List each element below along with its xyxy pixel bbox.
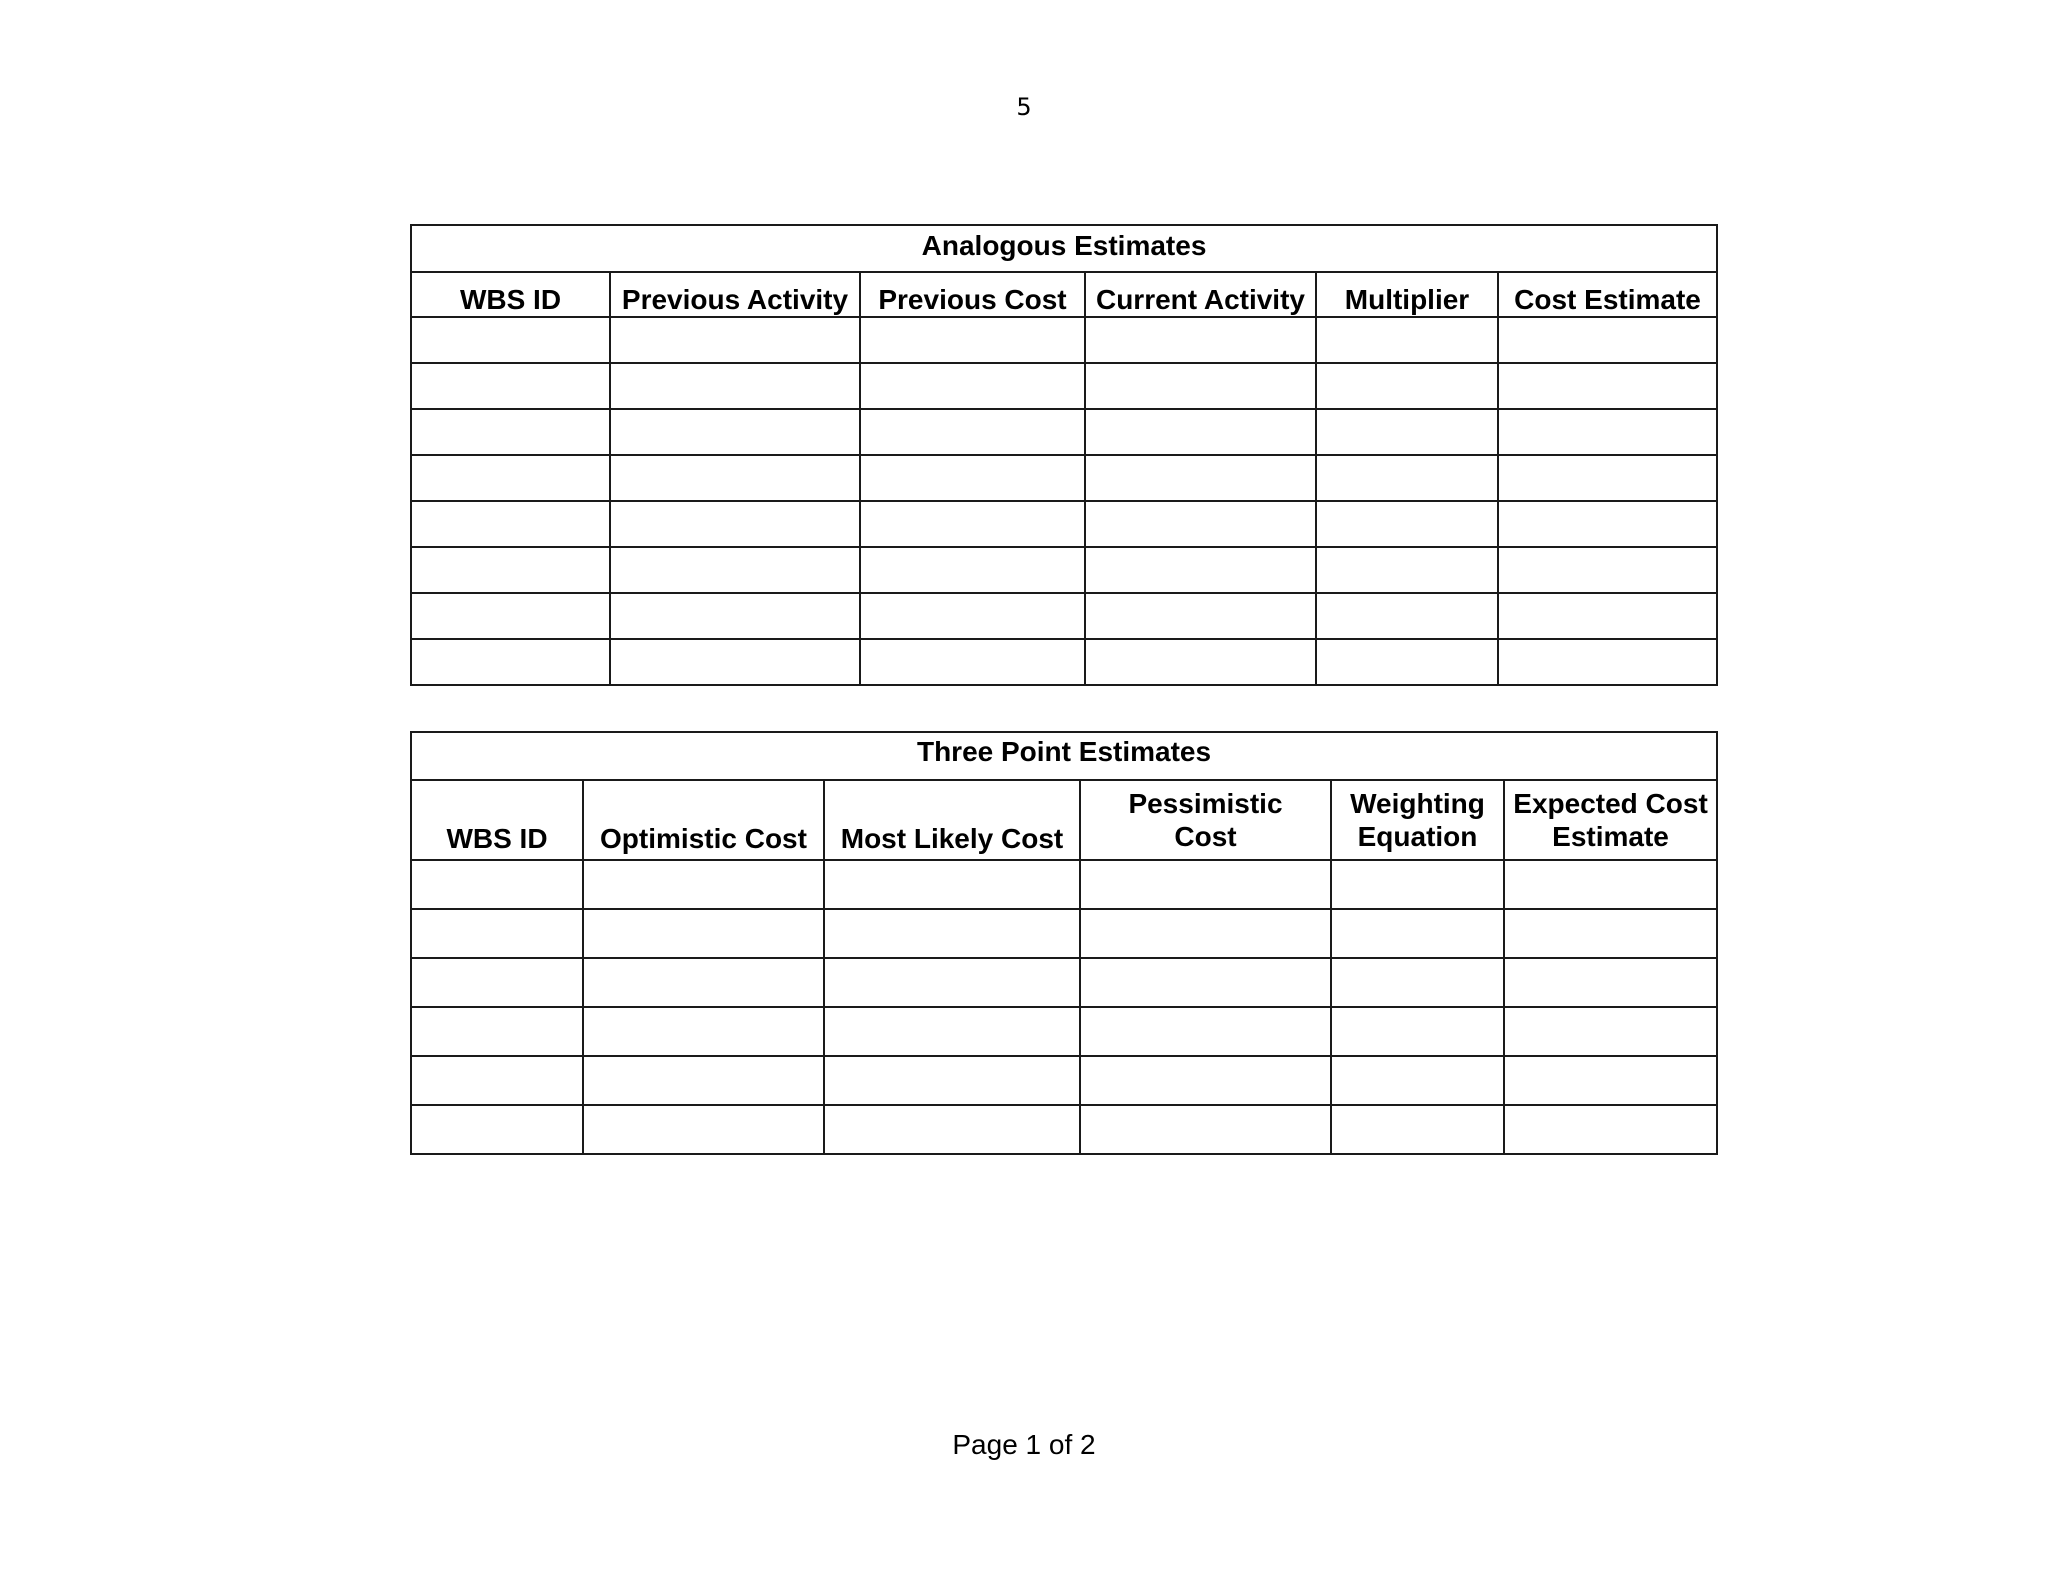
analogous-estimates-title: Analogous Estimates bbox=[411, 225, 1717, 272]
table-cell[interactable] bbox=[411, 593, 610, 639]
table-cell[interactable] bbox=[1331, 1056, 1504, 1105]
table-cell[interactable] bbox=[1504, 860, 1717, 909]
table-cell[interactable] bbox=[1498, 363, 1717, 409]
table-cell[interactable] bbox=[610, 639, 860, 685]
table-cell[interactable] bbox=[860, 363, 1085, 409]
table-cell[interactable] bbox=[1504, 958, 1717, 1007]
table-cell[interactable] bbox=[860, 455, 1085, 501]
table-cell[interactable] bbox=[610, 455, 860, 501]
column-header-previous-activity: Previous Activity bbox=[610, 272, 860, 317]
table-row bbox=[411, 363, 1717, 409]
table-cell[interactable] bbox=[411, 1105, 583, 1154]
table-cell[interactable] bbox=[583, 1007, 824, 1056]
table-cell[interactable] bbox=[860, 547, 1085, 593]
table-cell[interactable] bbox=[411, 909, 583, 958]
table-row bbox=[411, 1056, 1717, 1105]
table-row bbox=[411, 317, 1717, 363]
table-cell[interactable] bbox=[1498, 639, 1717, 685]
table-row bbox=[411, 1007, 1717, 1056]
table-header-row bbox=[411, 780, 1717, 860]
table-cell[interactable] bbox=[583, 958, 824, 1007]
table-cell[interactable] bbox=[824, 958, 1080, 1007]
page-footer-label: Page 1 of 2 bbox=[952, 1429, 1096, 1460]
table-cell[interactable] bbox=[610, 593, 860, 639]
table-cell[interactable] bbox=[583, 860, 824, 909]
table-cell[interactable] bbox=[411, 317, 610, 363]
column-header-cost-estimate: Cost Estimate bbox=[1498, 272, 1717, 317]
table-header-row bbox=[411, 272, 1717, 317]
table-cell[interactable] bbox=[860, 501, 1085, 547]
table-cell[interactable] bbox=[583, 1056, 824, 1105]
table-cell[interactable] bbox=[1080, 958, 1331, 1007]
column-header-optimistic-cost: Optimistic Cost bbox=[583, 780, 824, 860]
table-title-row bbox=[411, 732, 1717, 780]
table-cell[interactable] bbox=[860, 593, 1085, 639]
table-cell[interactable] bbox=[1498, 501, 1717, 547]
table-cell[interactable] bbox=[1498, 593, 1717, 639]
table-cell[interactable] bbox=[610, 317, 860, 363]
table-cell[interactable] bbox=[1316, 547, 1498, 593]
column-header-pessimistic-cost: Pessimistic Cost bbox=[1080, 780, 1331, 860]
table-cell[interactable] bbox=[610, 501, 860, 547]
analogous-estimates-table bbox=[410, 224, 1718, 686]
column-header-current-activity: Current Activity bbox=[1085, 272, 1316, 317]
table-cell[interactable] bbox=[1331, 958, 1504, 1007]
table-cell[interactable] bbox=[1316, 455, 1498, 501]
table-cell[interactable] bbox=[1085, 317, 1316, 363]
column-header-wbs-id: WBS ID bbox=[411, 780, 583, 860]
table-row bbox=[411, 860, 1717, 909]
column-header-expected-cost-estimate: Expected Cost Estimate bbox=[1504, 780, 1717, 860]
table-cell[interactable] bbox=[1085, 501, 1316, 547]
page-number: 5 bbox=[1016, 93, 1032, 121]
table-cell[interactable] bbox=[411, 639, 610, 685]
table-cell[interactable] bbox=[824, 1056, 1080, 1105]
table-cell[interactable] bbox=[1316, 363, 1498, 409]
table-cell[interactable] bbox=[1080, 909, 1331, 958]
column-header-weighting-equation: Weighting Equation bbox=[1331, 780, 1504, 860]
table-cell[interactable] bbox=[860, 639, 1085, 685]
table-cell[interactable] bbox=[824, 860, 1080, 909]
table-cell[interactable] bbox=[1080, 860, 1331, 909]
table-cell[interactable] bbox=[411, 547, 610, 593]
table-row bbox=[411, 409, 1717, 455]
table-cell[interactable] bbox=[824, 1007, 1080, 1056]
table-row bbox=[411, 455, 1717, 501]
three-point-estimates-title: Three Point Estimates bbox=[411, 732, 1717, 780]
table-row bbox=[411, 639, 1717, 685]
table-cell[interactable] bbox=[411, 1056, 583, 1105]
table-cell[interactable] bbox=[411, 1007, 583, 1056]
table-cell[interactable] bbox=[1316, 639, 1498, 685]
column-header-multiplier: Multiplier bbox=[1316, 272, 1498, 317]
table-cell[interactable] bbox=[1080, 1056, 1331, 1105]
table-cell[interactable] bbox=[1085, 455, 1316, 501]
table-cell[interactable] bbox=[1085, 639, 1316, 685]
table-cell[interactable] bbox=[1085, 409, 1316, 455]
table-title-row bbox=[411, 225, 1717, 272]
table-cell[interactable] bbox=[610, 363, 860, 409]
table-cell[interactable] bbox=[824, 909, 1080, 958]
table-cell[interactable] bbox=[860, 409, 1085, 455]
table-cell[interactable] bbox=[1331, 1007, 1504, 1056]
column-header-previous-cost: Previous Cost bbox=[860, 272, 1085, 317]
table-cell[interactable] bbox=[411, 363, 610, 409]
table-row bbox=[411, 547, 1717, 593]
table-cell[interactable] bbox=[1080, 1007, 1331, 1056]
table-cell[interactable] bbox=[1504, 1105, 1717, 1154]
table-cell[interactable] bbox=[411, 409, 610, 455]
table-row bbox=[411, 958, 1717, 1007]
table-cell[interactable] bbox=[411, 501, 610, 547]
table-cell[interactable] bbox=[610, 547, 860, 593]
table-cell[interactable] bbox=[1504, 1007, 1717, 1056]
table-cell[interactable] bbox=[1085, 547, 1316, 593]
table-cell[interactable] bbox=[1498, 409, 1717, 455]
table-row bbox=[411, 1105, 1717, 1154]
table-cell[interactable] bbox=[1316, 593, 1498, 639]
table-cell[interactable] bbox=[1316, 317, 1498, 363]
table-cell[interactable] bbox=[1080, 1105, 1331, 1154]
table-cell[interactable] bbox=[1504, 1056, 1717, 1105]
table-cell[interactable] bbox=[411, 958, 583, 1007]
table-cell[interactable] bbox=[610, 409, 860, 455]
table-cell[interactable] bbox=[1085, 593, 1316, 639]
table-cell[interactable] bbox=[583, 1105, 824, 1154]
table-cell[interactable] bbox=[860, 317, 1085, 363]
table-cell[interactable] bbox=[1331, 1105, 1504, 1154]
table-cell[interactable] bbox=[1316, 409, 1498, 455]
table-cell[interactable] bbox=[1316, 501, 1498, 547]
table-cell[interactable] bbox=[1498, 317, 1717, 363]
table-cell[interactable] bbox=[1498, 455, 1717, 501]
column-header-most-likely-cost: Most Likely Cost bbox=[824, 780, 1080, 860]
table-cell[interactable] bbox=[583, 909, 824, 958]
table-cell[interactable] bbox=[411, 455, 610, 501]
table-cell[interactable] bbox=[1504, 909, 1717, 958]
table-cell[interactable] bbox=[824, 1105, 1080, 1154]
column-header-wbs-id: WBS ID bbox=[411, 272, 610, 317]
table-cell[interactable] bbox=[1085, 363, 1316, 409]
table-row bbox=[411, 909, 1717, 958]
table-cell[interactable] bbox=[1331, 909, 1504, 958]
table-row bbox=[411, 501, 1717, 547]
three-point-estimates-table bbox=[410, 731, 1718, 1155]
table-cell[interactable] bbox=[1331, 860, 1504, 909]
table-cell[interactable] bbox=[411, 860, 583, 909]
table-row bbox=[411, 593, 1717, 639]
table-cell[interactable] bbox=[1498, 547, 1717, 593]
